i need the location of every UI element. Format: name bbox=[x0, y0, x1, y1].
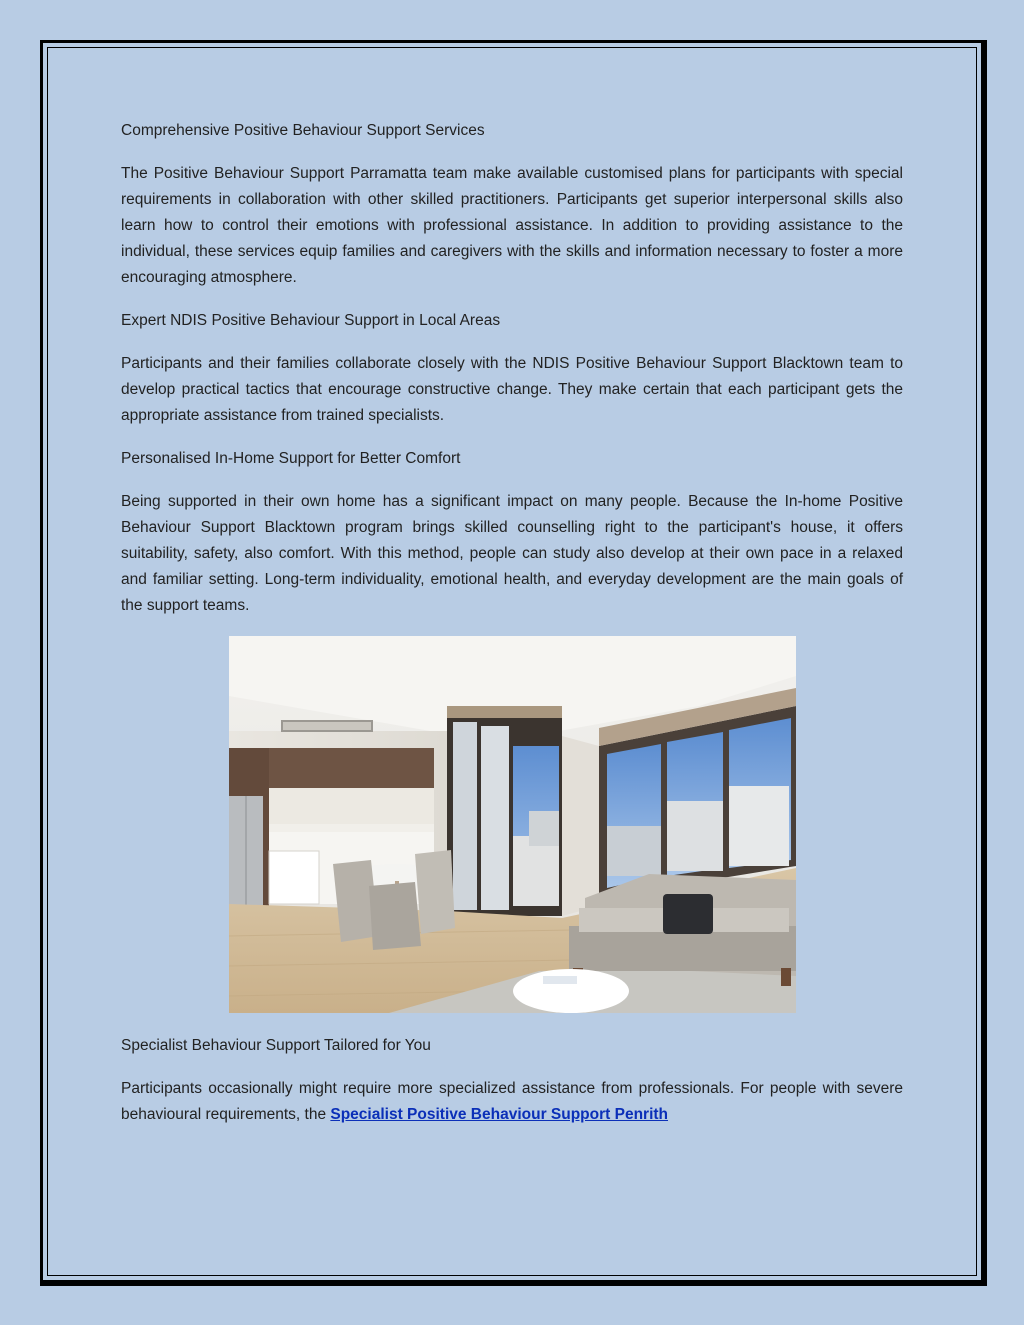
specialist-pbs-penrith-link[interactable]: Specialist Positive Behaviour Support Penrith bbox=[330, 1106, 669, 1123]
section-body-expert-ndis: Participants and their families collaborate closely with the NDIS Positive Behaviour Support Blacktown team to develop practical tactics that encourage constructive change. They make certain that each participant gets the appropriate assistance from trained specialists. bbox=[121, 355, 903, 424]
section-heading-expert-ndis: Expert NDIS Positive Behaviour Support in Local Areas bbox=[121, 312, 501, 329]
document-body bbox=[121, 118, 903, 1145]
section-body-comprehensive: The Positive Behaviour Support Parramatta team make available customised plans for participants with special requirements in collaboration with other skilled practitioners. Participants get superior interpersonal skills also learn how to control their emotions with professional assistance. In addition to providing assistance to the individual, these services equip families and caregivers with the skills and information necessary to foster a more encouraging atmosphere. bbox=[121, 165, 903, 286]
section-heading-specialist: Specialist Behaviour Support Tailored for You bbox=[121, 1037, 431, 1054]
apartment-living-room-photo bbox=[229, 636, 796, 1013]
section-heading-in-home: Personalised In-Home Support for Better Comfort bbox=[121, 450, 461, 467]
section-heading-comprehensive: Comprehensive Positive Behaviour Support Services bbox=[121, 122, 485, 139]
section-body-specialist bbox=[121, 1076, 903, 1128]
section-body-specialist-text: Participants occasionally might require more specialized assistance from professionals. For people with severe behavioural requirements, the bbox=[121, 1080, 903, 1123]
section-body-in-home: Being supported in their own home has a significant impact on many people. Because the In-home Positive Behaviour Support Blacktown program brings skilled counselling right to the participant's house, it offers suitability, safety, also comfort. With this method, people can study also develop at their own pace in a relaxed and familiar setting. Long-term individuality, emotional health, and everyday development are the main goals of the support teams. bbox=[121, 493, 903, 614]
